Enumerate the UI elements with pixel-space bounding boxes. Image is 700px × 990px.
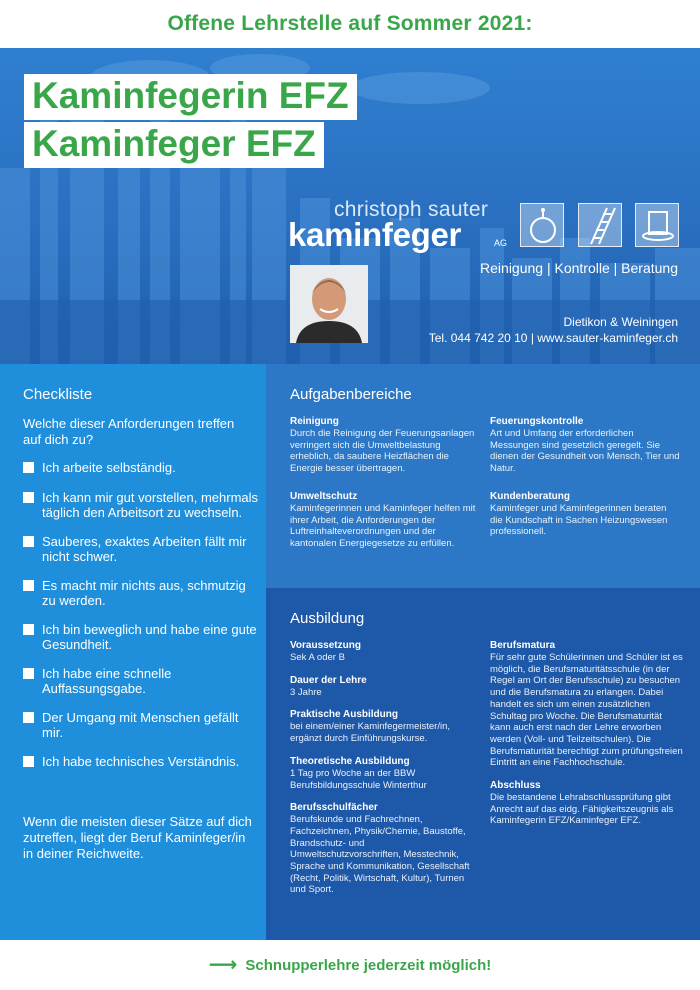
checklist-item-label: Ich bin beweglich und habe eine gute Gesundheit.	[42, 621, 257, 652]
block-text: bei einem/einer Kaminfegermeister/in, ergänzt durch Einführungskurse.	[290, 721, 450, 745]
checklist-intro: Welche dieser Anforderungen treffen auf dich zu?	[23, 416, 235, 447]
checklist-item	[23, 666, 263, 697]
ausbildung-item	[290, 802, 475, 896]
checklist-item	[23, 534, 263, 565]
block-title: Feuerungskontrolle	[490, 416, 584, 427]
task-block-feuerungskontrolle	[490, 416, 680, 475]
checkbox[interactable]	[23, 668, 34, 679]
checklist-item	[23, 622, 263, 653]
checkbox[interactable]	[23, 712, 34, 723]
ausbildung-item	[290, 640, 475, 664]
checklist-item	[23, 754, 263, 770]
task-block-umweltschutz	[290, 491, 480, 550]
checklist-item-label: Sauberes, exaktes Arbeiten fällt mir nicht schwer.	[42, 533, 247, 564]
block-text: Kaminfeger und Kaminfegerinnen beraten die Kundschaft in Sachen Heizungswesen professionell.	[490, 503, 668, 538]
checklist-item	[23, 578, 263, 609]
block-text: Sek A oder B	[290, 652, 345, 663]
ausbildung-right-column	[490, 640, 685, 838]
block-title: Abschluss	[490, 780, 541, 792]
checklist-item	[23, 710, 263, 741]
block-text: 1 Tag pro Woche an der BBW Berufsbildungsschule Winterthur	[290, 767, 427, 791]
checklist-item-label: Der Umgang mit Menschen gefällt mir.	[42, 709, 239, 740]
block-title: Voraussetzung	[290, 640, 361, 651]
ausbildung-item	[490, 780, 685, 827]
block-title: Berufsschulfächer	[290, 802, 378, 814]
location-text: Dietikon & Weiningen	[563, 315, 678, 329]
ausbildung-left-column	[290, 640, 475, 907]
ausbildung-item	[290, 675, 475, 699]
ausbildung-item	[290, 756, 475, 791]
aufgaben-section	[266, 364, 700, 588]
top-hat-icon	[635, 203, 679, 247]
job-title-female: Kaminfegerin EFZ	[24, 74, 357, 120]
block-text: Die bestandene Lehrabschlussprüfung gibt Anrecht auf das eidg. Fähigkeitszeugnis als Kaminfegerin EFZ/Kaminfeger EFZ.	[490, 792, 674, 827]
top-title: Offene Lehrstelle auf Sommer 2021:	[167, 12, 533, 35]
footer-callout	[0, 940, 700, 990]
portrait-photo	[290, 265, 368, 343]
block-title: Kundenberatung	[490, 491, 570, 502]
checkbox[interactable]	[23, 756, 34, 767]
checklist-item-label: Ich kann mir gut vorstellen, mehrmals täglich den Arbeitsort zu wechseln.	[42, 489, 259, 520]
block-text: Für sehr gute Schülerinnen und Schüler ist es möglich, die Berufsmaturitätsschule (in der Regel am Ort der Berufsschule) zu besuchen und die Berufsmatura zu erlangen. Dabei handelt es sich um einen zusätzlichen Schultag pro Woche. Die Berufsmaturität kann auch erst nach der Lehre erworben werden (Voll- und Teilzeitschulen). Die Berufsmaturität berechtigt zum prüfungsfreien Eintritt an eine Fachhochschule.	[490, 652, 683, 769]
services-tagline: Reinigung | Kontrolle | Beratung	[480, 260, 678, 276]
ladder-icon	[578, 203, 622, 247]
block-title: Umweltschutz	[290, 491, 358, 502]
brand-wordmark: kaminfeger	[288, 216, 462, 253]
checklist-item	[23, 460, 263, 476]
checklist-section	[0, 364, 266, 940]
footer-text: Schnupperlehre jederzeit möglich!	[245, 956, 492, 974]
task-block-kundenberatung	[490, 491, 680, 538]
checkbox[interactable]	[23, 536, 34, 547]
block-text: Kaminfegerinnen und Kaminfeger helfen mit ihrer Arbeit, die Anforderungen der Luftreinhalteverordnungen und der kantonalen Energiegesetze zu erfüllen.	[290, 503, 476, 550]
block-text: 3 Jahre	[290, 686, 322, 698]
checklist-item	[23, 490, 263, 521]
job-title-male: Kaminfeger EFZ	[24, 122, 324, 168]
brush-ball-icon	[520, 203, 564, 247]
checklist-outro: Wenn die meisten dieser Sätze auf dich zutreffen, liegt der Beruf Kaminfeger/in in deiner Reichweite.	[23, 814, 252, 861]
block-title: Dauer der Lehre	[290, 674, 367, 686]
block-title: Praktische Ausbildung	[290, 709, 398, 721]
contact-line: Tel. 044 742 20 10 | www.sauter-kaminfeger.ch	[428, 331, 678, 345]
checklist-item-label: Ich habe technisches Verständnis.	[42, 753, 240, 769]
ausbildung-item	[290, 709, 475, 744]
checkbox[interactable]	[23, 462, 34, 473]
ausbildung-item	[490, 640, 685, 769]
ausbildung-heading: Ausbildung	[290, 610, 365, 627]
arrow-right-icon: ⟶	[208, 954, 238, 976]
brand-name: christoph sauter	[334, 198, 489, 221]
checklist-heading: Checkliste	[23, 386, 93, 403]
checkbox[interactable]	[23, 580, 34, 591]
block-title: Berufsmatura	[490, 640, 556, 651]
block-title: Reinigung	[290, 416, 339, 427]
checkbox[interactable]	[23, 492, 34, 503]
checkbox[interactable]	[23, 624, 34, 635]
hero-banner	[0, 48, 700, 364]
block-text: Berufskunde und Fachrechnen, Fachzeichnen, Physik/Chemie, Baustoffe, Brandschutz- und Umweltschutzvorschriften, Messtechnik, Sprache und Kommunikation, Gesellschaft (Recht, Politik, Wirtschaft, Kultur), Turnen und Sport.	[290, 814, 470, 896]
checklist-item-label: Ich arbeite selbständig.	[42, 460, 176, 475]
checklist-item-label: Ich habe eine schnelle Auffassungsgabe.	[42, 665, 172, 696]
block-text: Art und Umfang der erforderlichen Messungen sind gesetzlich geregelt. Sie dienen der Gesundheit von Mensch, Tier und Natur.	[490, 428, 680, 475]
task-block-reinigung	[290, 416, 480, 475]
brand-suffix: AG	[494, 238, 508, 248]
block-text: Durch die Reinigung der Feuerungsanlagen verringert sich die Umweltbelastung erheblich, da saubere Heizflächen die Energie besser übertragen.	[290, 428, 475, 475]
ausbildung-section	[266, 588, 700, 940]
aufgaben-heading: Aufgabenbereiche	[290, 386, 412, 403]
checklist-items	[23, 460, 263, 782]
block-title: Theoretische Ausbildung	[290, 755, 410, 767]
checklist-item-label: Es macht mir nichts aus, schmutzig zu werden.	[42, 577, 246, 608]
